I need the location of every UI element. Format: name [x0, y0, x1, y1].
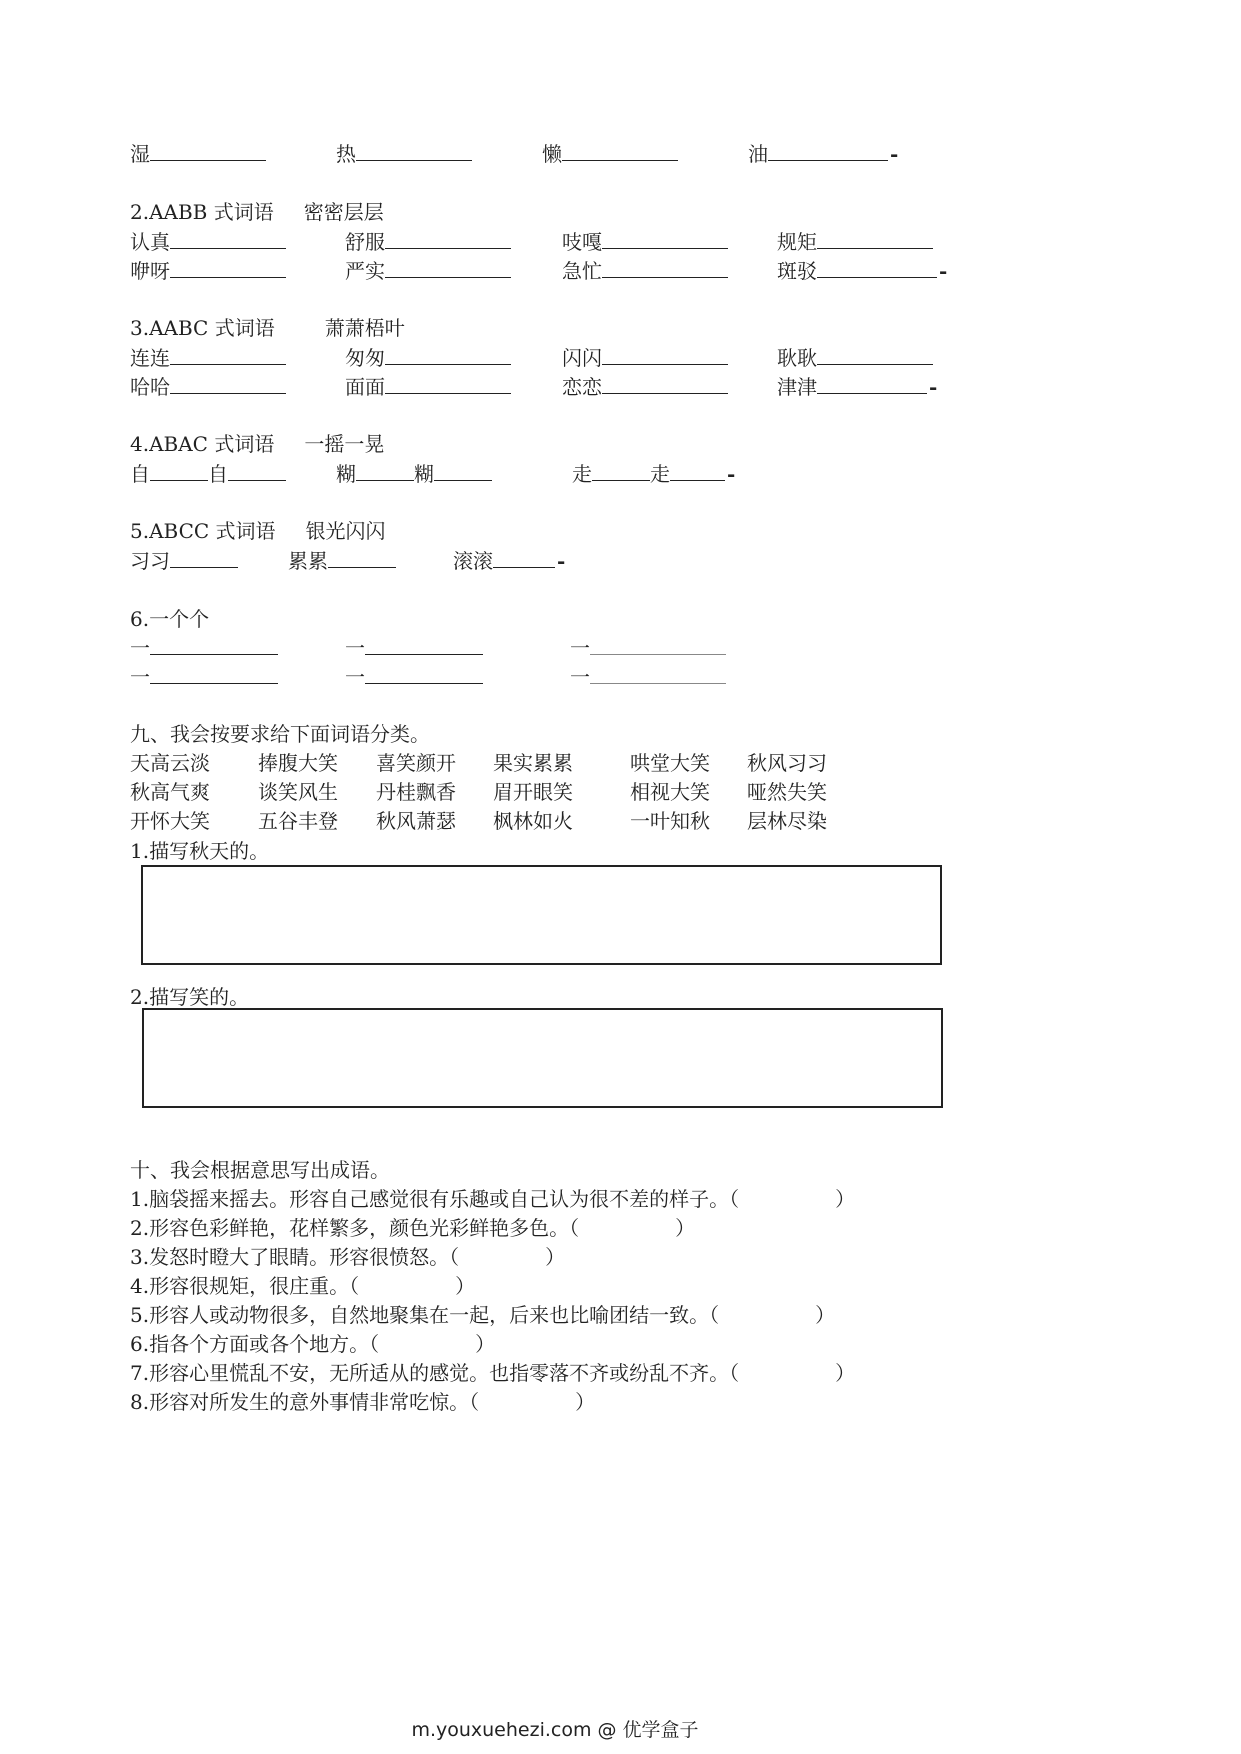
blank[interactable]	[328, 549, 396, 568]
word: 咿呀	[130, 259, 170, 283]
word: 闪闪	[562, 346, 602, 370]
item-text: 1.脑袋摇来摇去。形容自己感觉很有乐趣或自己认为很不差的样子。（	[130, 1187, 740, 1211]
s4-item-3	[572, 458, 735, 487]
blank[interactable]	[602, 375, 728, 394]
blank[interactable]	[817, 230, 933, 249]
q9-word: 五谷丰登	[258, 809, 338, 833]
blank[interactable]	[365, 665, 483, 684]
word: 连连	[130, 346, 170, 370]
word: 累累	[288, 549, 328, 573]
title: 4.ABAC 式词语	[130, 432, 275, 456]
q9-word: 谈笑风生	[258, 780, 338, 804]
q9-word: 哑然失笑	[747, 780, 827, 804]
q10-item-4	[130, 1270, 475, 1299]
word: 面面	[345, 375, 385, 399]
word: 一	[130, 665, 150, 689]
section-4-title	[130, 428, 384, 457]
item-text: 5.形容人或动物很多，自然地聚集在一起，后来也比喻团结一致。（	[130, 1303, 720, 1327]
q10-item-1	[130, 1183, 855, 1212]
close-paren: ）	[835, 1187, 856, 1211]
blank[interactable]	[150, 636, 278, 655]
blank[interactable]	[228, 462, 286, 481]
item-text: 7.形容心里慌乱不安，无所适从的感觉。也指零落不齐或纷乱不齐。（	[130, 1361, 740, 1385]
close-paren: ）	[575, 1390, 596, 1414]
q9-word: 喜笑颜开	[376, 751, 456, 775]
word: 认真	[130, 230, 170, 254]
word: 热	[336, 142, 356, 166]
q9-word: 天高云淡	[130, 751, 210, 775]
s5-item-1	[130, 545, 238, 574]
blank[interactable]	[385, 346, 511, 365]
blank[interactable]	[170, 549, 238, 568]
word: 走	[650, 462, 670, 486]
close-paren: ）	[545, 1245, 566, 1269]
blank[interactable]	[493, 549, 555, 568]
blank[interactable]	[817, 375, 927, 394]
blank[interactable]	[602, 346, 728, 365]
q9-word: 果实累累	[493, 751, 573, 775]
section-2-title	[130, 196, 384, 225]
q9-word: 开怀大笑	[130, 809, 210, 833]
word: 湿	[130, 142, 150, 166]
blank[interactable]	[670, 462, 725, 481]
q10-title: 十、我会根据意思写出成语。	[130, 1158, 390, 1182]
blank[interactable]	[817, 346, 933, 365]
blank[interactable]	[590, 636, 726, 655]
blank[interactable]	[590, 665, 726, 684]
word: 急忙	[562, 259, 602, 283]
dash-mark: -	[890, 142, 899, 166]
q9-word: 哄堂大笑	[630, 751, 710, 775]
blank[interactable]	[170, 259, 286, 278]
q9-word: 枫林如火	[493, 809, 573, 833]
s3-r2-3	[562, 371, 728, 400]
s2-r1-1	[130, 226, 286, 255]
example: 萧萧梧叶	[324, 316, 405, 340]
blank[interactable]	[170, 375, 286, 394]
blank[interactable]	[385, 259, 511, 278]
blank[interactable]	[356, 462, 414, 481]
s2-r1-2	[345, 226, 511, 255]
s3-r2-1	[130, 371, 286, 400]
s3-r2-4	[777, 371, 937, 400]
word: 一	[345, 665, 365, 689]
blank[interactable]	[170, 230, 286, 249]
s4-item-1	[130, 458, 286, 487]
word: 一	[570, 636, 590, 660]
example: 密密层层	[303, 200, 384, 224]
q9-sub1-label: 1.描写秋天的。	[130, 839, 270, 863]
word: 自	[208, 462, 228, 486]
q9-word: 捧腹大笑	[258, 751, 338, 775]
q10-item-5	[130, 1299, 835, 1328]
q9-word: 秋风习习	[747, 751, 827, 775]
word: 匆匆	[345, 346, 385, 370]
word: 糊	[336, 462, 356, 486]
q10-item-2	[130, 1212, 695, 1241]
word: 津津	[777, 375, 817, 399]
s2-r1-3	[562, 226, 728, 255]
blank[interactable]	[170, 346, 286, 365]
word: 滚滚	[453, 549, 493, 573]
word: 走	[572, 462, 592, 486]
q9-word: 秋高气爽	[130, 780, 210, 804]
s2-r2-3	[562, 255, 728, 284]
s6-r1-2	[345, 632, 483, 661]
blank[interactable]	[768, 142, 888, 161]
blank[interactable]	[385, 375, 511, 394]
close-paren: ）	[815, 1303, 836, 1327]
top-row-1	[130, 138, 266, 167]
top-row-2	[336, 138, 472, 167]
word: 自	[130, 462, 150, 486]
q9-sub2-label: 2.描写笑的。	[130, 985, 250, 1009]
autumn-answer-box[interactable]	[141, 865, 942, 965]
q9-word: 相视大笑	[630, 780, 710, 804]
q10-item-8	[130, 1386, 595, 1415]
dash-mark: -	[557, 549, 566, 573]
word: 哈哈	[130, 375, 170, 399]
title: 5.ABCC 式词语	[130, 519, 276, 543]
laugh-answer-box[interactable]	[142, 1008, 943, 1108]
word: 习习	[130, 549, 170, 573]
s2-r2-4	[777, 255, 947, 284]
q10-item-6	[130, 1328, 495, 1357]
word: 油	[748, 142, 768, 166]
s2-r2-2	[345, 255, 511, 284]
item-text: 4.形容很规矩，很庄重。（	[130, 1274, 360, 1298]
blank[interactable]	[602, 259, 728, 278]
close-paren: ）	[675, 1216, 696, 1240]
s3-r1-2	[345, 342, 511, 371]
blank[interactable]	[434, 462, 492, 481]
word: 一	[130, 636, 150, 660]
item-text: 3.发怒时瞪大了眼睛。形容很愤怒。（	[130, 1245, 460, 1269]
blank[interactable]	[150, 462, 208, 481]
dash-mark: -	[727, 462, 736, 486]
word: 一	[570, 665, 590, 689]
word: 恋恋	[562, 375, 602, 399]
blank[interactable]	[817, 259, 937, 278]
q9-word: 一叶知秋	[630, 809, 710, 833]
word: 规矩	[777, 230, 817, 254]
word: 斑驳	[777, 259, 817, 283]
s5-item-3	[453, 545, 565, 574]
q9-title: 九、我会按要求给下面词语分类。	[130, 722, 430, 746]
blank[interactable]	[356, 142, 472, 161]
s6-r1-3	[570, 632, 726, 661]
word: 糊	[414, 462, 434, 486]
q10-item-3	[130, 1241, 565, 1270]
word: 舒服	[345, 230, 385, 254]
section-3-title	[130, 312, 405, 341]
top-row-3	[542, 138, 678, 167]
q9-word: 秋风萧瑟	[376, 809, 456, 833]
s4-item-2	[336, 458, 492, 487]
s6-r2-1	[130, 661, 278, 690]
title: 3.AABC 式词语	[130, 316, 275, 340]
s6-r2-3	[570, 661, 726, 690]
blank[interactable]	[385, 230, 511, 249]
section-5-title	[130, 515, 386, 544]
dash-mark: -	[939, 259, 948, 283]
top-row-4	[748, 138, 898, 167]
q9-word: 层林尽染	[747, 809, 827, 833]
blank[interactable]	[365, 636, 483, 655]
q10-item-7	[130, 1357, 855, 1386]
q9-word: 丹桂飘香	[376, 780, 456, 804]
q9-word: 眉开眼笑	[493, 780, 573, 804]
word: 一	[345, 636, 365, 660]
s6-r2-2	[345, 661, 483, 690]
item-text: 8.形容对所发生的意外事情非常吃惊。（	[130, 1390, 480, 1414]
s2-r2-1	[130, 255, 286, 284]
dash-mark: -	[929, 375, 938, 399]
word: 耿耿	[777, 346, 817, 370]
word: 懒	[542, 142, 562, 166]
s6-r1-1	[130, 632, 278, 661]
blank[interactable]	[562, 142, 678, 161]
close-paren: ）	[475, 1332, 496, 1356]
s5-item-2	[288, 545, 396, 574]
blank[interactable]	[150, 142, 266, 161]
section-6-title: 6.一个个	[130, 607, 210, 631]
word: 吱嘎	[562, 230, 602, 254]
s3-r1-4	[777, 342, 933, 371]
item-text: 6.指各个方面或各个地方。（	[130, 1332, 380, 1356]
title: 2.AABB 式词语	[130, 200, 274, 224]
blank[interactable]	[602, 230, 728, 249]
word: 严实	[345, 259, 385, 283]
s2-r1-4	[777, 226, 933, 255]
s3-r1-3	[562, 342, 728, 371]
s3-r1-1	[130, 342, 286, 371]
blank[interactable]	[592, 462, 650, 481]
blank[interactable]	[150, 665, 278, 684]
item-text: 2.形容色彩鲜艳，花样繁多，颜色光彩鲜艳多色。（	[130, 1216, 580, 1240]
s3-r2-2	[345, 371, 511, 400]
close-paren: ）	[455, 1274, 476, 1298]
footer-watermark: m.youxuehezi.com @ 优学盒子	[411, 1719, 699, 1741]
close-paren: ）	[835, 1361, 856, 1385]
example: 银光闪闪	[305, 519, 386, 543]
example: 一摇一晃	[304, 432, 385, 456]
